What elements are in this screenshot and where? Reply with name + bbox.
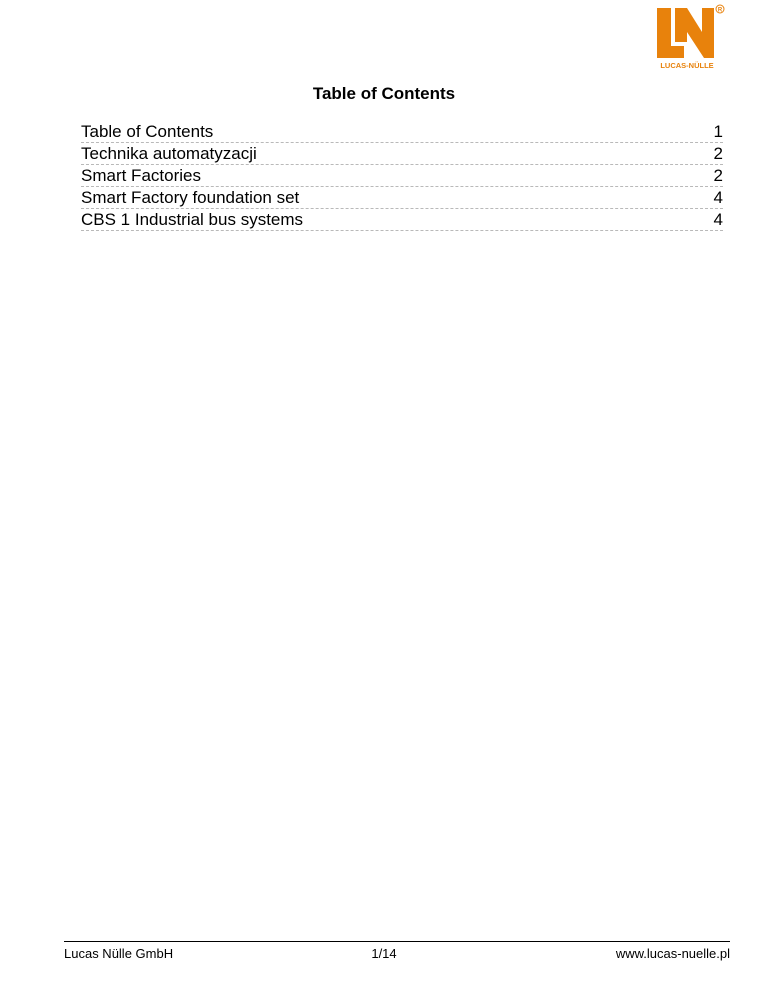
toc-entry-page: 4 [713, 210, 723, 229]
footer-website-link[interactable]: www.lucas-nuelle.pl [615, 946, 730, 961]
ln-logo-icon [654, 2, 726, 74]
lucas-nuelle-logo [654, 2, 726, 74]
toc-entry[interactable] [81, 209, 723, 231]
toc-entry-page: 2 [713, 166, 723, 185]
toc-entry-label: CBS 1 Industrial bus systems [81, 210, 304, 229]
toc-entry-page: 2 [713, 144, 723, 163]
page-title: Table of Contents [312, 84, 456, 103]
toc-entry[interactable] [81, 143, 723, 165]
toc-entry-page: 1 [713, 122, 723, 141]
svg-text:R: R [717, 7, 723, 14]
toc-entry[interactable] [81, 121, 723, 143]
toc-entry-page: 4 [713, 188, 723, 207]
table-of-contents [81, 121, 723, 231]
footer-page-indicator: 1/14 [371, 946, 397, 961]
toc-entry[interactable] [81, 187, 723, 209]
toc-entry-label: Smart Factories [81, 166, 201, 185]
toc-entry-label: Table of Contents [81, 122, 214, 141]
logo-brand-text: LUCAS-NÜLLE [660, 61, 714, 70]
toc-entry-label: Smart Factory foundation set [81, 188, 300, 207]
toc-entry[interactable] [81, 165, 723, 187]
toc-entry-label: Technika automatyzacji [81, 144, 257, 163]
footer-divider [64, 941, 730, 942]
footer-company: Lucas Nülle GmbH [64, 946, 174, 961]
